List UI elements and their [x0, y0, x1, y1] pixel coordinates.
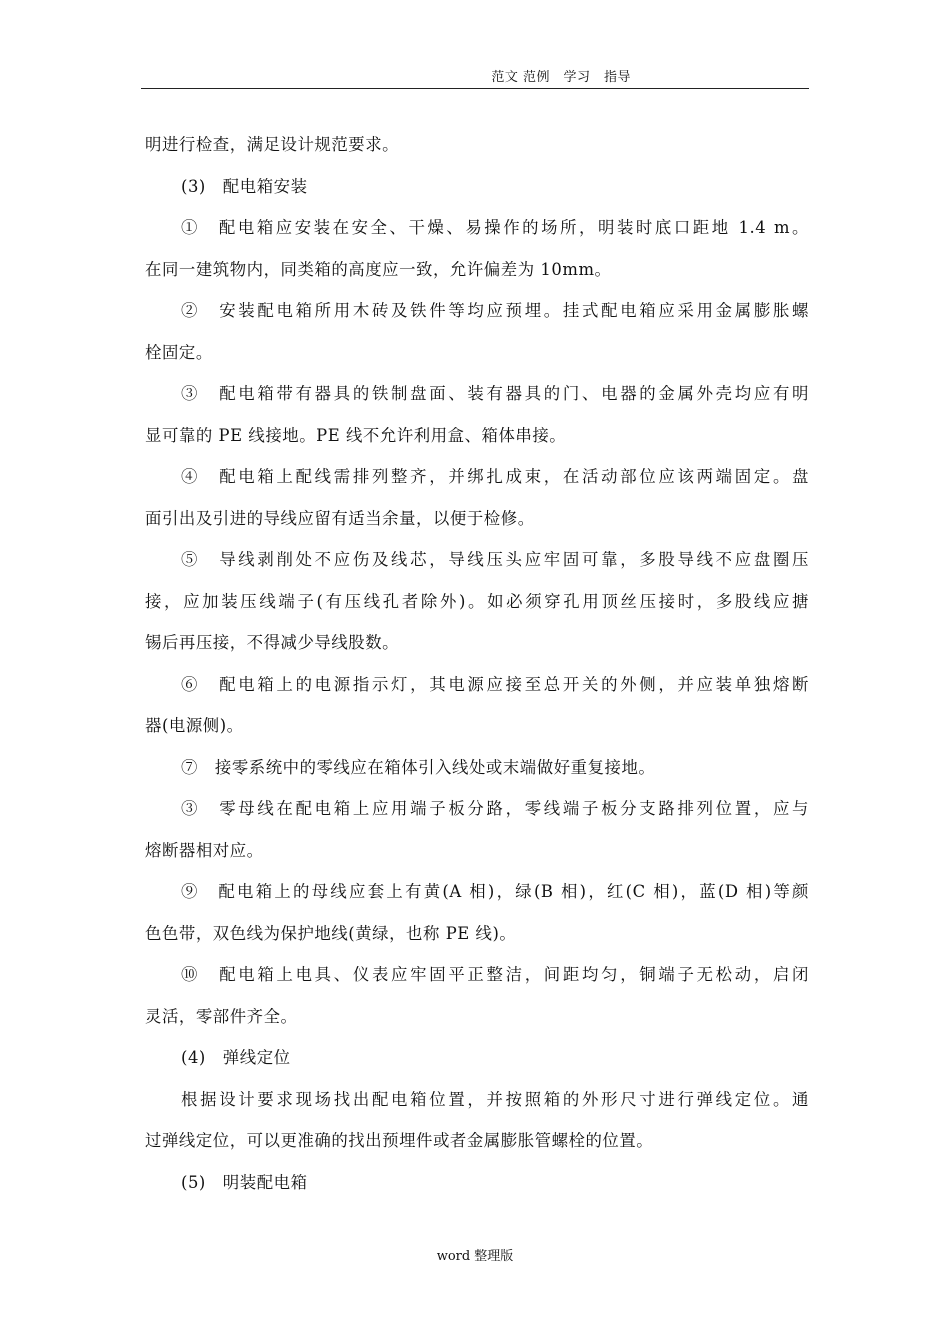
text-line: 色色带，双色线为保护地线(黄绿，也称 PE 线)。 — [145, 923, 517, 943]
text-line: 熔断器相对应。 — [145, 840, 264, 860]
text-line: 栓固定。 — [145, 342, 213, 362]
text-line: ④ 配电箱上配线需排列整齐，并绑扎成束，在活动部位应该两端固定。盘 — [181, 467, 809, 486]
text-line: ⑩ 配电箱上电具、仪表应牢固平正整洁，间距均匀，铜端子无松动，启闭 — [181, 965, 809, 984]
text-line: 接，应加装压线端子(有压线孔者除外)。如必须穿孔用顶丝压接时，多股线应搪 — [145, 591, 809, 611]
text-line: ⑥ 配电箱上的电源指示灯，其电源应接至总开关的外侧，并应装单独熔断 — [181, 674, 809, 694]
text-line: ⑦ 接零系统中的零线应在箱体引入线处或末端做好重复接地。 — [181, 757, 656, 777]
header-text: 范文 范例 学习 指导 — [491, 70, 631, 85]
text-line: (4) 弹线定位 — [181, 1048, 291, 1067]
footer-text: word 整理版 — [436, 1249, 514, 1264]
text-line: 显可靠的 PE 线接地。PE 线不允许利用盒、箱体串接。 — [145, 425, 567, 445]
text-line: 面引出及引进的导线应留有适当余量，以便于检修。 — [145, 508, 535, 528]
text-line: ⑤ 导线剥削处不应伤及线芯，导线压头应牢固可靠，多股导线不应盘圈压 — [181, 550, 809, 569]
text-line: ⑨ 配电箱上的母线应套上有黄(A 相)，绿(B 相)，红(C 相)，蓝(D 相)等颜 — [181, 882, 809, 901]
text-line: ① 配电箱应安装在安全、干燥、易操作的场所，明装时底口距地 1.4 m。 — [181, 218, 809, 237]
page-footer — [0, 1249, 950, 1265]
text-line: 明进行检查，满足设计规范要求。 — [145, 135, 400, 154]
text-line: 锡后再压接，不得减少导线股数。 — [145, 633, 400, 652]
document-body — [145, 124, 809, 1203]
text-line: ③ 配电箱带有器具的铁制盘面、装有器具的门、电器的金属外壳均应有明 — [181, 384, 809, 403]
text-line: ② 安装配电箱所用木砖及铁件等均应预埋。挂式配电箱应采用金属膨胀螺 — [181, 301, 809, 320]
text-line: (5) 明装配电箱 — [181, 1172, 308, 1192]
text-line: 在同一建筑物内，同类箱的高度应一致，允许偏差为 10mm。 — [145, 259, 612, 279]
page-header — [141, 70, 809, 89]
text-line: 灵活，零部件齐全。 — [145, 1006, 298, 1026]
text-line: 根据设计要求现场找出配电箱位置，并按照箱的外形尺寸进行弹线定位。通 — [181, 1089, 809, 1109]
text-line: (3) 配电箱安装 — [181, 176, 308, 196]
text-line: 过弹线定位，可以更准确的找出预埋件或者金属膨胀管螺栓的位置。 — [145, 1131, 654, 1150]
text-line: 器(电源侧)。 — [145, 716, 244, 735]
text-line: ③ 零母线在配电箱上应用端子板分路，零线端子板分支路排列位置，应与 — [181, 799, 809, 818]
